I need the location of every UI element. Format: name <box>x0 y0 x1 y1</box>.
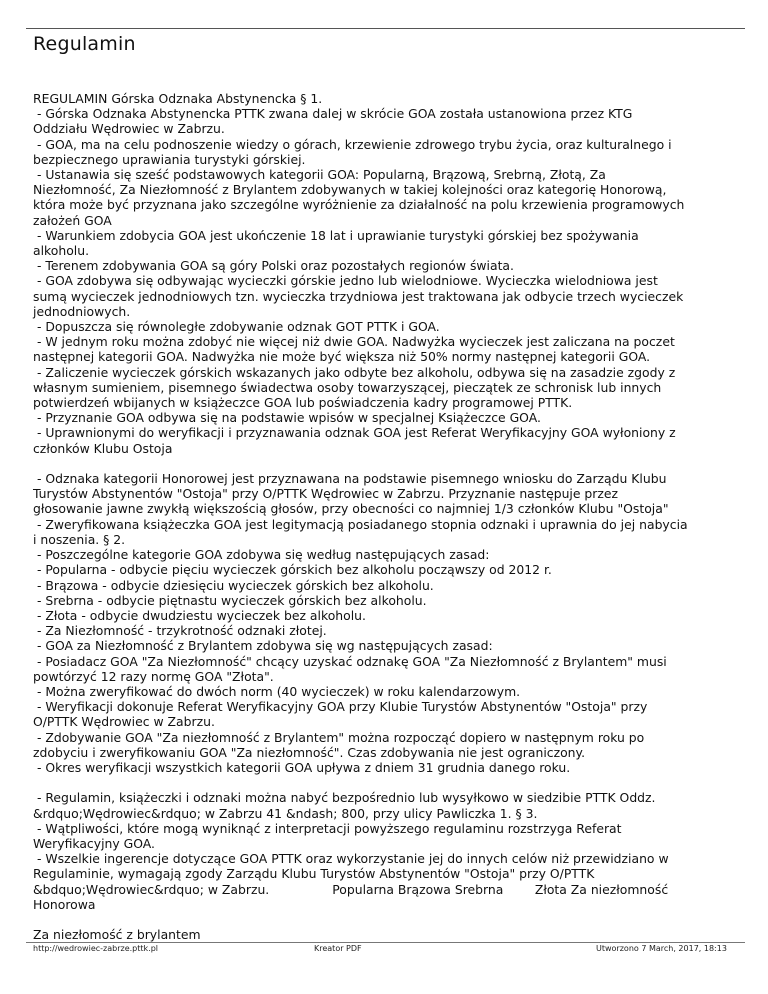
header-rule <box>26 28 745 29</box>
footer-created-date: Utworzono 7 March, 2017, 18:13 <box>596 944 727 953</box>
footer-generator: Kreator PDF <box>314 944 362 953</box>
footer-rule <box>26 942 745 943</box>
regulation-text: REGULAMIN Górska Odznaka Abstynencka § 1. - Górska Odznaka Abstynencka PTTK zwana dalej w skrócie GOA została ustanowiona przez KTG Oddziału Wędrowiec w Zabrzu. - GOA, ma na celu podnoszenie wiedzy o górach, krzewienie zdrowego trybu życia, oraz kulturalnego i bezpiecznego uprawiania turystyki górskiej. - Ustanawia się sześć podstawowych kategorii GOA: Popularną, Brązową, Srebrną, Złotą, Za Niezłomność, Za Niezłomność z Brylantem zdobywanych w takiej kolejności oraz kategorię Honorową, która może być przyznana jako szczególne wyróżnienie za działalność na polu krzewienia programowych założeń GOA - Warunkiem zdobycia GOA jest ukończenie 18 lat i uprawianie turystyki górskiej bez spożywania alkoholu. - Terenem zdobywania GOA są góry Polski oraz pozostałych regionów świata. - GOA zdobywa się odbywając wycieczki górskie jedno lub wielodniowe. Wycieczka wielodniowa jest sumą wycieczek jednodniowych tzn. wycieczka trzydniowa jest traktowana jak odbycie trzech wycieczek jednodniowych. - Dopuszcza się równoległe zdobywanie odznak GOT PTTK i GOA. - W jednym roku można zdobyć nie więcej niż dwie GOA. Nadwyżka wycieczek jest zaliczana na poczet następnej kategorii GOA. Nadwyżka nie może być większa niż 50% normy następnej kategorii GOA. - Zaliczenie wycieczek górskich wskazanych jako odbyte bez alkoholu, odbywa się na zasadzie zgody z własnym sumieniem, pisemnego świadectwa osoby towarzyszącej, pieczątek ze schronisk lub innych potwierdzeń wbijanych w książeczce GOA lub poświadczenia kadry programowej PTTK. - Przyznanie GOA odbywa się na podstawie wpisów w specjalnej Książeczce GOA. - Uprawnionymi do weryfikacji i przyznawania odznak GOA jest Referat Weryfikacyjny GOA wyłoniony z członków Klubu Ostoja - Odznaka kategorii Honorowej jest przyznawana na podstawie pisemnego wniosku do Zarządu Klubu Turystów Abstynentów "Ostoja" przy O/PTTK Wędrowiec w Zabrzu. Przyznanie następuje przez głosowanie jawne zwykłą większością głosów, przy obecności co najmniej 1/3 członków Klubu "Ostoja" - Zweryfikowana książeczka GOA jest legitymacją posiadanego stopnia odznaki i uprawnia do jej nabycia i noszenia. § 2. - Poszczególne kategorie GOA zdobywa się według następujących zasad: - Popularna - odbycie pięciu wycieczek górskich bez alkoholu począwszy od 2012 r. - Brązowa - odbycie dziesięciu wycieczek górskich bez alkoholu. - Srebrna - odbycie piętnastu wycieczek górskich bez alkoholu. - Złota - odbycie dwudziestu wycieczek bez alkoholu. - Za Niezłomność - trzykrotność odznaki złotej. - GOA za Niezłomność z Brylantem zdobywa się wg następujących zasad: - Posiadacz GOA "Za Niezłomność" chcący uzyskać odznakę GOA "Za Niezłomność z Brylantem" musi powtórzyć 12 razy normę GOA "Złota". - Można zweryfikować do dwóch norm (40 wycieczek) w roku kalendarzowym. - Weryfikacji dokonuje Referat Weryfikacyjny GOA przy Klubie Turystów Abstynentów "Ostoja" przy O/PTTK Wędrowiec w Zabrzu. - Zdobywanie GOA "Za niezłomność z Brylantem" można rozpocząć dopiero w następnym roku po zdobyciu i zweryfikowaniu GOA "Za niezłomność". Czas zdobywania nie jest ograniczony. - Okres weryfikacji wszystkich kategorii GOA upływa z dniem 31 grudnia danego roku. - Regulamin, książeczki i odznaki można nabyć bezpośrednio lub wysyłkowo w siedzibie PTTK Oddz. &rdquo;Wędrowiec&rdquo; w Zabrzu 41 &ndash; 800, przy ulicy Pawliczka 1. § 3. - Wątpliwości, które mogą wyniknąć z interpretacji powyższego regulaminu rozstrzyga Referat Weryfikacyjny GOA. - Wszelkie ingerencje dotyczące GOA PTTK oraz wykorzystanie jej do innych celów niż przewidziano w Regulaminie, wymagają zgody Zarządu Klubu Turystów Abstynentów "Ostoja" przy O/PTTK &bdquo;Wędrowiec&rdquo; w Zabrzu. Popularna Brązowa Srebrna Złota Za niezłomność Honorowa Za niezłomość z brylantem <box>33 91 688 943</box>
page-title: Regulamin <box>33 33 136 55</box>
footer-url: http://wedrowiec-zabrze.pttk.pl <box>33 944 158 953</box>
